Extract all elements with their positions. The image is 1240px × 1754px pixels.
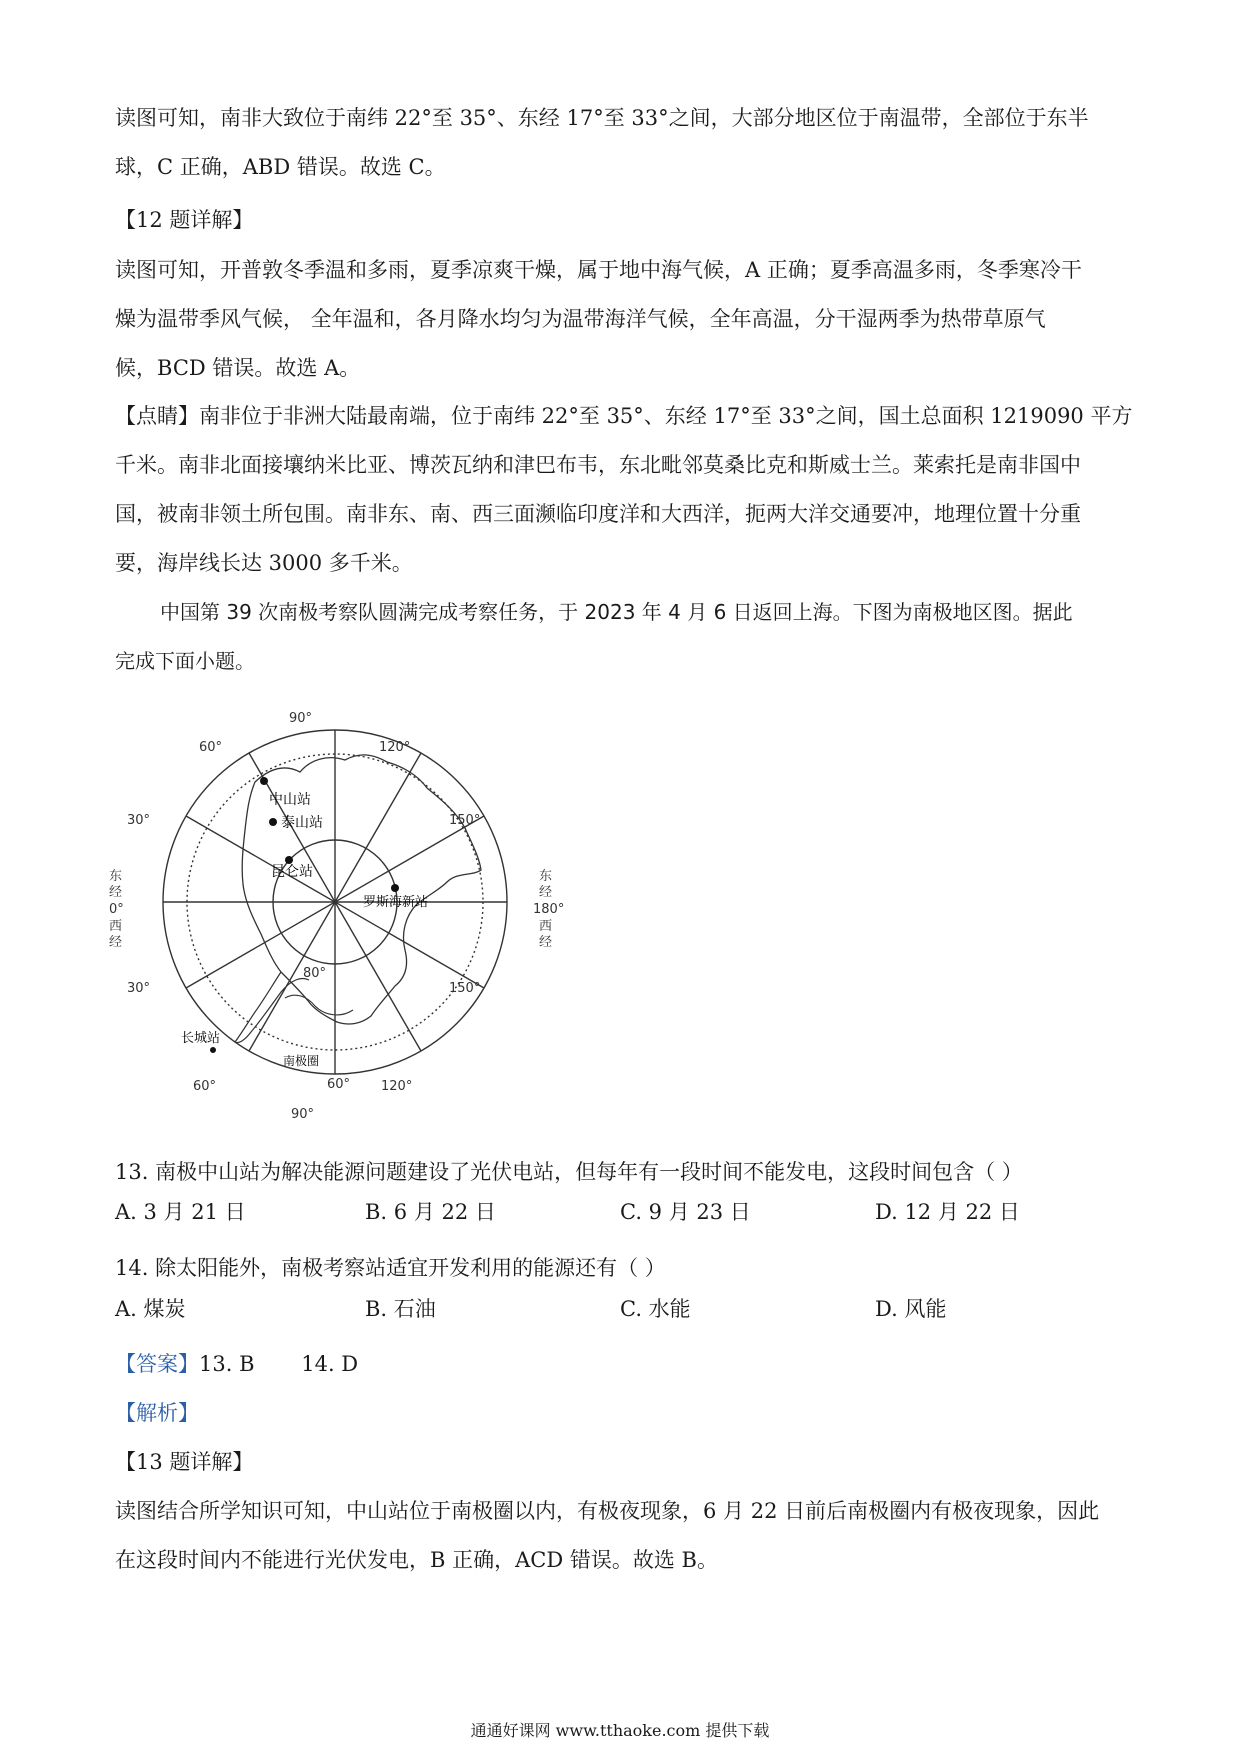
zhongshan-station-dot [260,777,268,785]
lon-label-right-lower: 150° [449,981,481,996]
side-char: 180° [533,902,565,917]
text-line: 中国第 39 次南极考察队圆满完成考察任务，于 2023 年 4 月 6 日返回上海。下图为南极地区图。据此 [160,600,1073,624]
option-c: C. 水能 [620,1297,691,1321]
lon-label-top-left: 60° [199,740,223,755]
side-char: 经 [109,885,123,900]
antarctica-map [105,680,585,1140]
question-14-options [115,1293,1130,1333]
question-13-options [115,1196,1130,1236]
antarctic-circle-label: 南极圈 [283,1054,320,1068]
question-14 [115,1244,1130,1293]
text-line: 【点睛】南非位于非洲大陆最南端，位于南纬 22°至 35°、东经 17°至 33°之间，国土总面积 1219090 平方 [115,404,1133,428]
side-char: 经 [539,885,553,900]
lon-label-inner-60: 60° [327,1077,351,1092]
option-d: D. 风能 [875,1297,947,1321]
option-d: D. 12 月 22 日 [875,1200,1020,1224]
text-line: 在这段时间内不能进行光伏发电，B 正确，ACD 错误。故选 B。 [115,1548,718,1572]
kunlun-station-dot [285,856,293,864]
option-a: A. 3 月 21 日 [115,1200,246,1224]
text-line: 国，被南非领土所包围。南非东、南、西三面濒临印度洋和大西洋，扼两大洋交通要冲，地理位置十分重 [115,502,1081,526]
paragraph-11-conclusion [115,94,1130,192]
option-b: B. 石油 [365,1297,436,1321]
zhongshan-station-label: 中山站 [269,792,311,808]
lon-label-left-upper: 30° [127,813,151,828]
paragraph-13-detail [115,1487,1130,1585]
lon-label-bottom-right: 120° [381,1079,413,1094]
text-line: 读图可知，南非大致位于南纬 22°至 35°、东经 17°至 33°之间，大部分地区位于南温带，全部位于东半 [115,106,1089,130]
analysis-line [115,1389,1130,1438]
luosihai-station-label: 罗斯海新站 [363,895,429,910]
side-char: 东 [539,869,553,884]
side-char: 西 [109,919,123,934]
lon-label-left-lower: 30° [127,981,151,996]
changcheng-station-dot [210,1047,216,1053]
text-line: 要，海岸线长达 3000 多千米。 [115,551,413,575]
taishan-station-label: 泰山站 [281,815,323,831]
heading-q13-detail [115,1438,1130,1487]
side-char: 经 [109,935,123,950]
text-line: 完成下面小题。 [115,649,255,673]
text-line: 读图结合所学知识可知，中山站位于南极圈以内，有极夜现象，6 月 22 日前后南极圈内有极夜现象，因此 [115,1499,1100,1523]
page-footer: 通通好课网 www.tthaoke.com 提供下载 [470,1721,770,1740]
section-heading: 【12 题详解】 [115,208,254,232]
side-char: 0° [109,902,124,917]
option-b: B. 6 月 22 日 [365,1200,496,1224]
lon-label-right-upper: 150° [449,813,481,828]
text-line: 读图可知，开普敦冬季温和多雨，夏季凉爽干燥，属于地中海气候，A 正确；夏季高温多雨，冬季寒冷干 [115,258,1082,282]
text-line: 候，BCD 错误。故选 A。 [115,356,361,380]
paragraph-tips [115,392,1133,588]
lon-label-top-right: 120° [379,740,411,755]
kunlun-station-label: 昆仑站 [271,864,313,880]
taishan-station-dot [269,818,277,826]
lon-label-inner-80: 80° [303,966,327,981]
text-line: 千米。南非北面接壤纳米比亚、博茨瓦纳和津巴布韦，东北毗邻莫桑比克和斯威士兰。莱索托是南非国中 [115,453,1081,477]
paragraph-12-detail [115,246,1130,393]
side-char: 西 [539,919,553,934]
question-stem: 13. 南极中山站为解决能源问题建设了光伏电站，但每年有一段时间不能发电，这段时间包含（ ） [115,1160,1023,1184]
question-13 [115,1148,1130,1197]
luosihai-station-dot [391,884,399,892]
answer-line [115,1340,1130,1389]
heading-q12-detail [115,196,1130,245]
question-stem: 14. 除太阳能外，南极考察站适宜开发利用的能源还有（ ） [115,1256,666,1280]
question-intro [115,588,1130,686]
lon-label-bottom-left: 60° [193,1079,217,1094]
side-char: 东 [109,869,123,884]
right-side-label [533,869,564,950]
answer-text: 13. B 14. D [199,1352,359,1376]
lon-label-bottom: 90° [291,1107,315,1122]
left-side-label [109,869,124,950]
analysis-label: 【解析】 [115,1401,199,1425]
side-char: 经 [539,935,553,950]
answer-label: 【答案】 [115,1352,199,1376]
text-line: 球，C 正确，ABD 错误。故选 C。 [115,155,446,179]
lon-label-top: 90° [289,711,313,726]
text-line: 燥为温带季风气候， 全年温和，各月降水均匀为温带海洋气候，全年高温，分干湿两季为热带草原气 [115,307,1046,331]
peninsula-outline [235,972,309,1043]
option-c: C. 9 月 23 日 [620,1200,751,1224]
option-a: A. 煤炭 [115,1297,186,1321]
changcheng-station-label: 长城站 [181,1031,221,1046]
section-heading: 【13 题详解】 [115,1450,254,1474]
